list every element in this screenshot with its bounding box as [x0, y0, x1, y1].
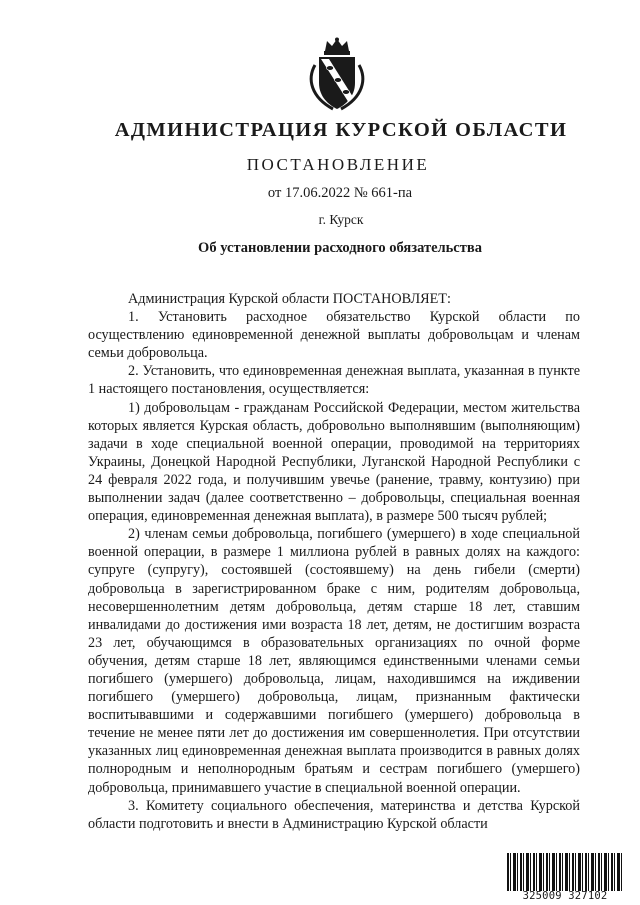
paragraph-item-2: 2. Установить, что единовременная денежная выплата, указанная в пункте 1 настоящего постановления, осуществляется: — [88, 363, 580, 398]
barcode-bars — [507, 853, 623, 891]
coat-of-arms-icon — [303, 37, 371, 111]
barcode — [507, 853, 623, 901]
paragraph-preamble: Администрация Курской области ПОСТАНОВЛЯЕТ: — [128, 291, 451, 307]
document-city: г. Курск — [318, 212, 364, 227]
paragraph-subitem-1: 1) добровольцам - гражданам Российской Федерации, местом жительства которых является Курская область, добровольно выполнявшим (выполняющим) задачи в ходе специальной военной операции, проводимой на территориях Украины, Донецкой Народной Республики, Луганской Народной Республики с 24 февраля 2022 года, и получившим увечье (ранение, травму, контузию) при выполнении задач (далее соответственно – добровольцы, специальная военная операция, единовременная денежная выплата), в размере 500 тысяч рублей; — [88, 399, 580, 525]
paragraph-item-1: 1. Установить расходное обязательство Курской области по осуществлению единовременной денежной выплаты добровольцам и членам семьи добровольца. — [88, 309, 580, 362]
document-body — [88, 290, 580, 833]
document-title: Об установлении расходного обязательства — [198, 240, 482, 256]
document-type: ПОСТАНОВЛЕНИЕ — [246, 155, 430, 174]
paragraph-item-3: 3. Комитету социального обеспечения, материнства и детства Курской области подготовить и внести в Администрацию Курской области — [88, 797, 580, 832]
document-date-number: от 17.06.2022 № 661-па — [267, 185, 413, 201]
paragraph-subitem-2: 2) членам семьи добровольца, погибшего (умершего) в ходе специальной военной операции, в размере 1 миллиона рублей в равных долях на каждого: супруге (супругу), состоявшей (состоявшему) на день гибели (смерти) добровольца в зарегистрированном браке с ним, родителям добровольца, несовершеннолетним детям добровольца, детям старше 18 лет, ставшим инвалидами до достижения ими возраста 18 лет, детям, не достигшим возраста 23 лет, обучающимся в образовательных организациях по очной форме обучения, детям старше 18 лет, являющимся единственными членами семьи погибшего (умершего) добровольца, лицам, находившимся на иждивении погибшего (умершего) добровольца, лицам, признанным фактически воспитывавшими и содержавшими погибшего (умершего) добровольца в течение не менее пяти лет до достижения им совершеннолетия. При отсутствии указанных лиц единовременная денежная выплата производится в равных долях полнородным и неполнородным братьям и сестрам погибшего (умершего) добровольца, принимавшего участие в специальной военной операции. — [88, 526, 580, 796]
barcode-digits: 325009 327102 — [522, 890, 608, 902]
agency-name: АДМИНИСТРАЦИЯ КУРСКОЙ ОБЛАСТИ — [114, 119, 568, 141]
